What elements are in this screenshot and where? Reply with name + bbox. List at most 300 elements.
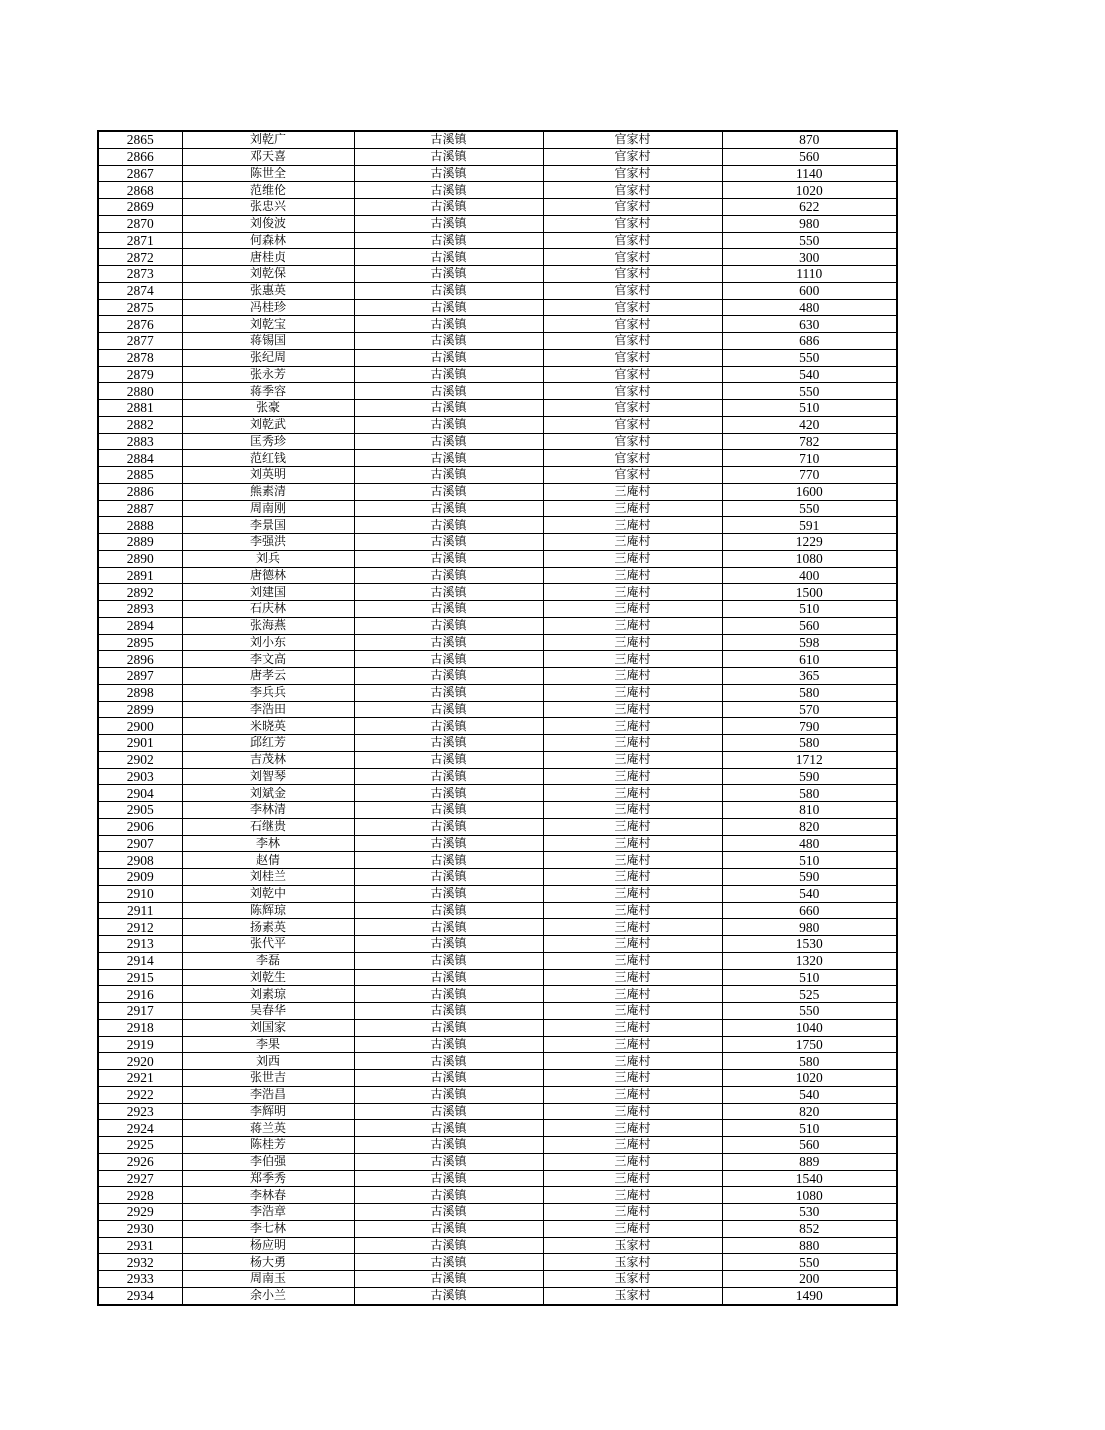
village-cell: 三庵村 (543, 936, 722, 953)
row-number-cell: 2901 (98, 735, 182, 752)
village-cell: 三庵村 (543, 802, 722, 819)
amount-cell: 540 (722, 1086, 897, 1103)
village-cell: 官家村 (543, 266, 722, 283)
table-row (98, 416, 897, 433)
township-cell: 古溪镇 (354, 1271, 543, 1288)
township-cell: 古溪镇 (354, 768, 543, 785)
person-name-cell: 刘素琼 (182, 986, 354, 1003)
township-cell: 古溪镇 (354, 1220, 543, 1237)
village-cell: 三庵村 (543, 768, 722, 785)
table-row (98, 1103, 897, 1120)
person-name-cell: 冯桂珍 (182, 299, 354, 316)
amount-cell: 686 (722, 333, 897, 350)
table-row (98, 852, 897, 869)
table-row (98, 617, 897, 634)
township-cell: 古溪镇 (354, 400, 543, 417)
amount-cell: 550 (722, 349, 897, 366)
table-row (98, 282, 897, 299)
township-cell: 古溪镇 (354, 1170, 543, 1187)
amount-cell: 510 (722, 601, 897, 618)
person-name-cell: 刘乾武 (182, 416, 354, 433)
person-name-cell: 李果 (182, 1036, 354, 1053)
township-cell: 古溪镇 (354, 1237, 543, 1254)
amount-cell: 889 (722, 1153, 897, 1170)
village-cell: 三庵村 (543, 617, 722, 634)
table-row (98, 952, 897, 969)
amount-cell: 1080 (722, 550, 897, 567)
amount-cell: 770 (722, 467, 897, 484)
table-row (98, 1254, 897, 1271)
amount-cell: 1490 (722, 1287, 897, 1304)
amount-cell: 630 (722, 316, 897, 333)
row-number-cell: 2890 (98, 550, 182, 567)
table-row (98, 249, 897, 266)
row-number-cell: 2877 (98, 333, 182, 350)
village-cell: 三庵村 (543, 1187, 722, 1204)
village-cell: 官家村 (543, 232, 722, 249)
village-cell: 三庵村 (543, 885, 722, 902)
row-number-cell: 2933 (98, 1271, 182, 1288)
table-row (98, 1187, 897, 1204)
township-cell: 古溪镇 (354, 433, 543, 450)
row-number-cell: 2895 (98, 634, 182, 651)
amount-cell: 550 (722, 1254, 897, 1271)
amount-cell: 1540 (722, 1170, 897, 1187)
amount-cell: 480 (722, 299, 897, 316)
person-name-cell: 李文高 (182, 651, 354, 668)
village-cell: 三庵村 (543, 1019, 722, 1036)
township-cell: 古溪镇 (354, 467, 543, 484)
table-row (98, 634, 897, 651)
village-cell: 三庵村 (543, 1170, 722, 1187)
township-cell: 古溪镇 (354, 1137, 543, 1154)
row-number-cell: 2879 (98, 366, 182, 383)
amount-cell: 550 (722, 232, 897, 249)
village-cell: 三庵村 (543, 785, 722, 802)
person-name-cell: 匡秀珍 (182, 433, 354, 450)
table-row (98, 1070, 897, 1087)
table-row (98, 1287, 897, 1304)
amount-cell: 1140 (722, 165, 897, 182)
table-row (98, 567, 897, 584)
township-cell: 古溪镇 (354, 148, 543, 165)
amount-cell: 880 (722, 1237, 897, 1254)
village-cell: 三庵村 (543, 1120, 722, 1137)
row-number-cell: 2882 (98, 416, 182, 433)
amount-cell: 510 (722, 969, 897, 986)
table-row (98, 316, 897, 333)
township-cell: 古溪镇 (354, 1003, 543, 1020)
table-row (98, 517, 897, 534)
table-row (98, 1003, 897, 1020)
township-cell: 古溪镇 (354, 249, 543, 266)
amount-cell: 580 (722, 684, 897, 701)
township-cell: 古溪镇 (354, 718, 543, 735)
village-cell: 三庵村 (543, 1153, 722, 1170)
person-name-cell: 张惠英 (182, 282, 354, 299)
village-cell: 玉家村 (543, 1254, 722, 1271)
row-number-cell: 2899 (98, 701, 182, 718)
village-cell: 三庵村 (543, 1070, 722, 1087)
township-cell: 古溪镇 (354, 818, 543, 835)
amount-cell: 550 (722, 383, 897, 400)
village-cell: 三庵村 (543, 517, 722, 534)
table-row (98, 500, 897, 517)
table-row (98, 1086, 897, 1103)
table-row (98, 182, 897, 199)
table-row (98, 467, 897, 484)
amount-cell: 540 (722, 366, 897, 383)
amount-cell: 1530 (722, 936, 897, 953)
table-row (98, 299, 897, 316)
township-cell: 古溪镇 (354, 416, 543, 433)
township-cell: 古溪镇 (354, 969, 543, 986)
village-cell: 三庵村 (543, 584, 722, 601)
township-cell: 古溪镇 (354, 232, 543, 249)
person-name-cell: 刘兵 (182, 550, 354, 567)
person-name-cell: 余小兰 (182, 1287, 354, 1304)
person-name-cell: 李林 (182, 835, 354, 852)
amount-cell: 1020 (722, 1070, 897, 1087)
table-row (98, 802, 897, 819)
amount-cell: 782 (722, 433, 897, 450)
township-cell: 古溪镇 (354, 651, 543, 668)
row-number-cell: 2923 (98, 1103, 182, 1120)
township-cell: 古溪镇 (354, 349, 543, 366)
roster-table-body (98, 131, 897, 1305)
row-number-cell: 2914 (98, 952, 182, 969)
person-name-cell: 熊素清 (182, 483, 354, 500)
row-number-cell: 2911 (98, 902, 182, 919)
person-name-cell: 唐孝云 (182, 668, 354, 685)
amount-cell: 790 (722, 718, 897, 735)
table-row (98, 1271, 897, 1288)
village-cell: 三庵村 (543, 869, 722, 886)
table-row (98, 1170, 897, 1187)
table-row (98, 1153, 897, 1170)
person-name-cell: 石继贵 (182, 818, 354, 835)
village-cell: 三庵村 (543, 701, 722, 718)
village-cell: 三庵村 (543, 852, 722, 869)
person-name-cell: 刘乾广 (182, 131, 354, 148)
village-cell: 官家村 (543, 182, 722, 199)
township-cell: 古溪镇 (354, 1187, 543, 1204)
person-name-cell: 张纪周 (182, 349, 354, 366)
village-cell: 三庵村 (543, 483, 722, 500)
row-number-cell: 2897 (98, 668, 182, 685)
person-name-cell: 石庆林 (182, 601, 354, 618)
amount-cell: 1600 (722, 483, 897, 500)
person-name-cell: 刘建国 (182, 584, 354, 601)
township-cell: 古溪镇 (354, 1103, 543, 1120)
person-name-cell: 李七林 (182, 1220, 354, 1237)
amount-cell: 550 (722, 500, 897, 517)
table-row (98, 885, 897, 902)
village-cell: 三庵村 (543, 651, 722, 668)
person-name-cell: 张永芳 (182, 366, 354, 383)
person-name-cell: 吴春华 (182, 1003, 354, 1020)
person-name-cell: 唐桂贞 (182, 249, 354, 266)
village-cell: 三庵村 (543, 500, 722, 517)
village-cell: 三庵村 (543, 835, 722, 852)
township-cell: 古溪镇 (354, 567, 543, 584)
person-name-cell: 刘国家 (182, 1019, 354, 1036)
table-row (98, 433, 897, 450)
person-name-cell: 周南刚 (182, 500, 354, 517)
village-cell: 官家村 (543, 165, 722, 182)
person-name-cell: 扬素英 (182, 919, 354, 936)
row-number-cell: 2894 (98, 617, 182, 634)
row-number-cell: 2873 (98, 266, 182, 283)
person-name-cell: 李浩昌 (182, 1086, 354, 1103)
township-cell: 古溪镇 (354, 215, 543, 232)
township-cell: 古溪镇 (354, 634, 543, 651)
table-row (98, 869, 897, 886)
amount-cell: 1040 (722, 1019, 897, 1036)
row-number-cell: 2870 (98, 215, 182, 232)
amount-cell: 580 (722, 785, 897, 802)
person-name-cell: 刘英明 (182, 467, 354, 484)
amount-cell: 510 (722, 1120, 897, 1137)
row-number-cell: 2926 (98, 1153, 182, 1170)
row-number-cell: 2907 (98, 835, 182, 852)
township-cell: 古溪镇 (354, 852, 543, 869)
amount-cell: 820 (722, 818, 897, 835)
row-number-cell: 2898 (98, 684, 182, 701)
township-cell: 古溪镇 (354, 534, 543, 551)
township-cell: 古溪镇 (354, 919, 543, 936)
table-row (98, 936, 897, 953)
row-number-cell: 2878 (98, 349, 182, 366)
person-name-cell: 刘乾中 (182, 885, 354, 902)
person-name-cell: 范维伦 (182, 182, 354, 199)
amount-cell: 980 (722, 215, 897, 232)
township-cell: 古溪镇 (354, 131, 543, 148)
amount-cell: 580 (722, 1053, 897, 1070)
row-number-cell: 2918 (98, 1019, 182, 1036)
person-name-cell: 邱红芳 (182, 735, 354, 752)
township-cell: 古溪镇 (354, 1204, 543, 1221)
row-number-cell: 2876 (98, 316, 182, 333)
table-row (98, 835, 897, 852)
village-cell: 三庵村 (543, 1137, 722, 1154)
village-cell: 三庵村 (543, 634, 722, 651)
amount-cell: 1750 (722, 1036, 897, 1053)
row-number-cell: 2931 (98, 1237, 182, 1254)
row-number-cell: 2917 (98, 1003, 182, 1020)
person-name-cell: 李林春 (182, 1187, 354, 1204)
table-row (98, 1053, 897, 1070)
person-name-cell: 陈桂芳 (182, 1137, 354, 1154)
person-name-cell: 刘智琴 (182, 768, 354, 785)
row-number-cell: 2868 (98, 182, 182, 199)
village-cell: 官家村 (543, 400, 722, 417)
row-number-cell: 2905 (98, 802, 182, 819)
township-cell: 古溪镇 (354, 550, 543, 567)
person-name-cell: 李伯强 (182, 1153, 354, 1170)
township-cell: 古溪镇 (354, 282, 543, 299)
amount-cell: 590 (722, 768, 897, 785)
table-row (98, 701, 897, 718)
village-cell: 三庵村 (543, 1003, 722, 1020)
amount-cell: 365 (722, 668, 897, 685)
row-number-cell: 2929 (98, 1204, 182, 1221)
table-row (98, 601, 897, 618)
row-number-cell: 2913 (98, 936, 182, 953)
amount-cell: 1110 (722, 266, 897, 283)
village-cell: 玉家村 (543, 1271, 722, 1288)
person-name-cell: 何森林 (182, 232, 354, 249)
amount-cell: 820 (722, 1103, 897, 1120)
row-number-cell: 2865 (98, 131, 182, 148)
row-number-cell: 2875 (98, 299, 182, 316)
row-number-cell: 2922 (98, 1086, 182, 1103)
table-row (98, 550, 897, 567)
village-cell: 三庵村 (543, 952, 722, 969)
row-number-cell: 2910 (98, 885, 182, 902)
row-number-cell: 2932 (98, 1254, 182, 1271)
township-cell: 古溪镇 (354, 316, 543, 333)
person-name-cell: 张代平 (182, 936, 354, 953)
township-cell: 古溪镇 (354, 1086, 543, 1103)
row-number-cell: 2892 (98, 584, 182, 601)
township-cell: 古溪镇 (354, 885, 543, 902)
township-cell: 古溪镇 (354, 701, 543, 718)
township-cell: 古溪镇 (354, 1120, 543, 1137)
township-cell: 古溪镇 (354, 483, 543, 500)
township-cell: 古溪镇 (354, 199, 543, 216)
township-cell: 古溪镇 (354, 936, 543, 953)
township-cell: 古溪镇 (354, 684, 543, 701)
township-cell: 古溪镇 (354, 1254, 543, 1271)
table-row (98, 232, 897, 249)
township-cell: 古溪镇 (354, 1019, 543, 1036)
person-name-cell: 李浩章 (182, 1204, 354, 1221)
village-cell: 三庵村 (543, 1086, 722, 1103)
row-number-cell: 2867 (98, 165, 182, 182)
row-number-cell: 2884 (98, 450, 182, 467)
table-row (98, 818, 897, 835)
township-cell: 古溪镇 (354, 366, 543, 383)
table-row (98, 1237, 897, 1254)
table-row (98, 215, 897, 232)
amount-cell: 852 (722, 1220, 897, 1237)
township-cell: 古溪镇 (354, 333, 543, 350)
village-cell: 三庵村 (543, 818, 722, 835)
table-row (98, 450, 897, 467)
person-name-cell: 刘桂兰 (182, 869, 354, 886)
amount-cell: 1080 (722, 1187, 897, 1204)
table-row (98, 400, 897, 417)
amount-cell: 530 (722, 1204, 897, 1221)
row-number-cell: 2909 (98, 869, 182, 886)
person-name-cell: 蒋锡国 (182, 333, 354, 350)
person-name-cell: 李景国 (182, 517, 354, 534)
amount-cell: 200 (722, 1271, 897, 1288)
row-number-cell: 2934 (98, 1287, 182, 1304)
amount-cell: 1320 (722, 952, 897, 969)
amount-cell: 598 (722, 634, 897, 651)
township-cell: 古溪镇 (354, 835, 543, 852)
amount-cell: 300 (722, 249, 897, 266)
amount-cell: 590 (722, 869, 897, 886)
table-row (98, 668, 897, 685)
amount-cell: 591 (722, 517, 897, 534)
amount-cell: 980 (722, 919, 897, 936)
amount-cell: 560 (722, 1137, 897, 1154)
amount-cell: 580 (722, 735, 897, 752)
amount-cell: 570 (722, 701, 897, 718)
township-cell: 古溪镇 (354, 299, 543, 316)
village-cell: 三庵村 (543, 986, 722, 1003)
person-name-cell: 米晓英 (182, 718, 354, 735)
village-cell: 三庵村 (543, 902, 722, 919)
village-cell: 三庵村 (543, 1036, 722, 1053)
village-cell: 官家村 (543, 299, 722, 316)
township-cell: 古溪镇 (354, 500, 543, 517)
row-number-cell: 2896 (98, 651, 182, 668)
village-cell: 官家村 (543, 148, 722, 165)
person-name-cell: 刘小东 (182, 634, 354, 651)
row-number-cell: 2903 (98, 768, 182, 785)
table-row (98, 266, 897, 283)
row-number-cell: 2874 (98, 282, 182, 299)
person-name-cell: 李强洪 (182, 534, 354, 551)
township-cell: 古溪镇 (354, 1036, 543, 1053)
township-cell: 古溪镇 (354, 986, 543, 1003)
table-row (98, 1204, 897, 1221)
table-row (98, 349, 897, 366)
village-cell: 官家村 (543, 249, 722, 266)
person-name-cell: 李林清 (182, 802, 354, 819)
person-name-cell: 刘乾生 (182, 969, 354, 986)
row-number-cell: 2927 (98, 1170, 182, 1187)
row-number-cell: 2888 (98, 517, 182, 534)
row-number-cell: 2893 (98, 601, 182, 618)
row-number-cell: 2869 (98, 199, 182, 216)
row-number-cell: 2887 (98, 500, 182, 517)
village-cell: 官家村 (543, 316, 722, 333)
table-row (98, 165, 897, 182)
row-number-cell: 2920 (98, 1053, 182, 1070)
table-row (98, 199, 897, 216)
table-row (98, 1036, 897, 1053)
village-cell: 玉家村 (543, 1287, 722, 1304)
village-cell: 三庵村 (543, 1204, 722, 1221)
person-name-cell: 范红钱 (182, 450, 354, 467)
township-cell: 古溪镇 (354, 601, 543, 618)
township-cell: 古溪镇 (354, 450, 543, 467)
person-name-cell: 刘西 (182, 1053, 354, 1070)
person-name-cell: 李兵兵 (182, 684, 354, 701)
township-cell: 古溪镇 (354, 617, 543, 634)
township-cell: 古溪镇 (354, 952, 543, 969)
row-number-cell: 2921 (98, 1070, 182, 1087)
table-row (98, 986, 897, 1003)
township-cell: 古溪镇 (354, 266, 543, 283)
township-cell: 古溪镇 (354, 383, 543, 400)
row-number-cell: 2924 (98, 1120, 182, 1137)
person-name-cell: 蒋季容 (182, 383, 354, 400)
village-cell: 三庵村 (543, 550, 722, 567)
person-name-cell: 张世吉 (182, 1070, 354, 1087)
amount-cell: 480 (722, 835, 897, 852)
table-row (98, 718, 897, 735)
row-number-cell: 2916 (98, 986, 182, 1003)
table-row (98, 919, 897, 936)
row-number-cell: 2930 (98, 1220, 182, 1237)
township-cell: 古溪镇 (354, 802, 543, 819)
